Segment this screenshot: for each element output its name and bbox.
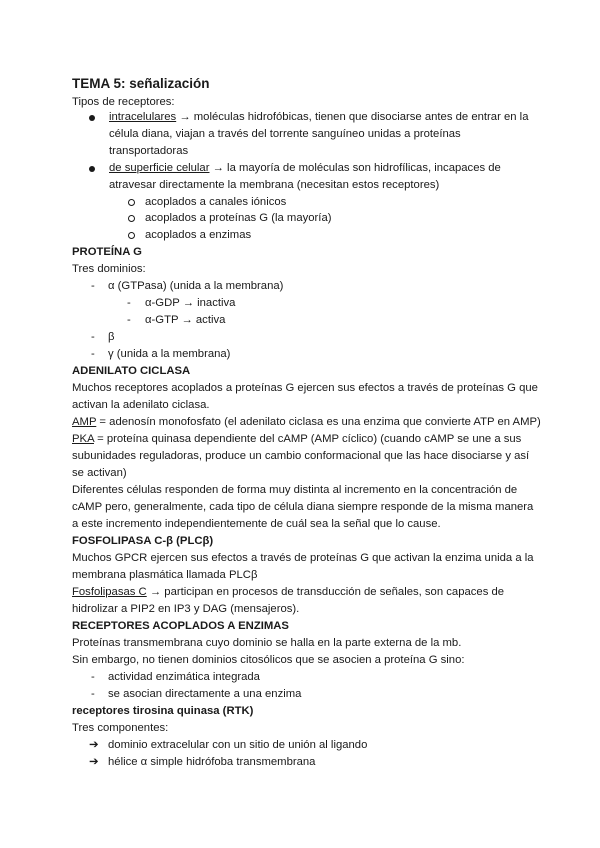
enzimas-text-1: Proteínas transmembrana cuyo dominio se halla en la parte externa de la mb. (72, 637, 462, 649)
adenilato-paragraph-2b: cAMP pero, generalmente, cada tipo de célula diana siempre responde de la misma manera (72, 501, 534, 513)
surface-term: de superficie celular (109, 162, 210, 174)
rtk-component-2: hélice α simple hidrófoba transmembrana (108, 756, 316, 768)
dash-marker: - (91, 331, 95, 343)
section-heading-enzimas: RECEPTORES ACOPLADOS A ENZIMAS (72, 620, 289, 632)
adenilato-paragraph-2: Diferentes células responden de forma muy distinta al incremento en la concentración de (72, 484, 518, 496)
adenilato-paragraph-2c: a este incremento independientemente de cuál sea la señal que lo cause. (72, 518, 441, 530)
section-heading-adenilato: ADENILATO CICLASA (72, 365, 191, 377)
bullet-dot (89, 162, 95, 176)
amp-text: = adenosín monofosfato (el adenilato ciclasa es una enzima que convierte ATP en AMP) (96, 416, 541, 428)
pka-text-3: se activan) (72, 467, 127, 479)
dash-marker: - (127, 297, 131, 309)
fosfolipasa-term: Fosfolipasas C (72, 586, 147, 598)
fosfolipasa-text-2: hidrolizar a PIP2 en IP3 y DAG (mensajeros). (72, 603, 300, 615)
rtk-component-1: dominio extracelular con un sitio de unión al ligando (108, 739, 368, 751)
alpha-domain: α (GTPasa) (unida a la membrana) (108, 280, 284, 292)
subtype-ion-channels: acoplados a canales iónicos (145, 196, 287, 208)
surface-text-2: atravesar directamente la membrana (necesitan estos receptores) (109, 179, 440, 191)
adenilato-paragraph-1: Muchos receptores acoplados a proteínas G ejercen sus efectos a través de proteínas G que (72, 382, 538, 394)
adenilato-paragraph-1b: activan la adenilato ciclasa. (72, 399, 210, 411)
fosfolipasa-definition (72, 585, 504, 599)
pka-definition (72, 432, 521, 446)
fosfolipasa-paragraph-1b: membrana plasmática llamada PLCβ (72, 569, 258, 581)
surface-text: → la mayoría de moléculas son hidrofílicas, incapaces de (209, 162, 501, 174)
bullet-circle (128, 212, 135, 226)
surface-item (109, 161, 501, 175)
enzimas-text-2: Sin embargo, no tienen dominios citosólicos que se asocien a proteína G sino: (72, 654, 465, 666)
intracellular-item (109, 110, 528, 124)
intracellular-text-3: transportadoras (109, 145, 189, 157)
bullet-dot (89, 111, 95, 125)
alpha-gdp: α-GDP → inactiva (145, 297, 236, 309)
intracellular-term: intracelulares (109, 111, 177, 123)
fosfolipasa-paragraph-1: Muchos GPCR ejercen sus efectos a través de proteínas G que activan la enzima unida a la (72, 552, 534, 564)
dash-marker: - (91, 348, 95, 360)
arrow-bullet: ➔ (89, 756, 99, 768)
bullet-circle (128, 229, 135, 243)
section-heading-rtk: receptores tirosina quinasa (RTK) (72, 705, 254, 717)
dash-marker: - (91, 688, 95, 700)
enzimas-bullet-1: actividad enzimática integrada (108, 671, 260, 683)
subtype-enzymes: acoplados a enzimas (145, 229, 252, 241)
dash-marker: - (91, 671, 95, 683)
domains-intro: Tres dominios: (72, 263, 146, 275)
page-title: TEMA 5: señalización (72, 76, 210, 91)
intracellular-text: → moléculas hidrofóbicas, tienen que disociarse antes de entrar en la (176, 111, 529, 123)
beta-domain: β (108, 331, 115, 343)
pka-text: = proteína quinasa dependiente del cAMP (AMP cíclico) (cuando cAMP se une a sus (93, 433, 522, 445)
pka-text-2: subunidades reguladoras, produce un cambio conformacional que las hace disociarse y así (72, 450, 530, 462)
fosfolipasa-text: → participan en procesos de transducción de señales, son capaces de (146, 586, 505, 598)
dash-marker: - (127, 314, 131, 326)
subtype-g-proteins: acoplados a proteínas G (la mayoría) (145, 212, 332, 224)
section-heading-proteina-g: PROTEÍNA G (72, 246, 142, 258)
amp-term: AMP (72, 416, 97, 428)
dash-marker: - (91, 280, 95, 292)
bullet-circle (128, 196, 135, 210)
section-heading-fosfolipasa: FOSFOLIPASA C-β (PLCβ) (72, 535, 214, 547)
pka-term: PKA (72, 433, 94, 445)
gamma-domain: γ (unida a la membrana) (108, 348, 231, 360)
rtk-intro: Tres componentes: (72, 722, 169, 734)
amp-definition (72, 415, 541, 429)
receptor-types-intro: Tipos de receptores: (72, 96, 175, 108)
arrow-bullet: ➔ (89, 739, 99, 751)
alpha-gtp: α-GTP → activa (145, 314, 226, 326)
enzimas-bullet-2: se asocian directamente a una enzima (108, 688, 302, 700)
intracellular-text-2: célula diana, viajan a través del torrente sanguíneo unidas a proteínas (109, 128, 461, 140)
